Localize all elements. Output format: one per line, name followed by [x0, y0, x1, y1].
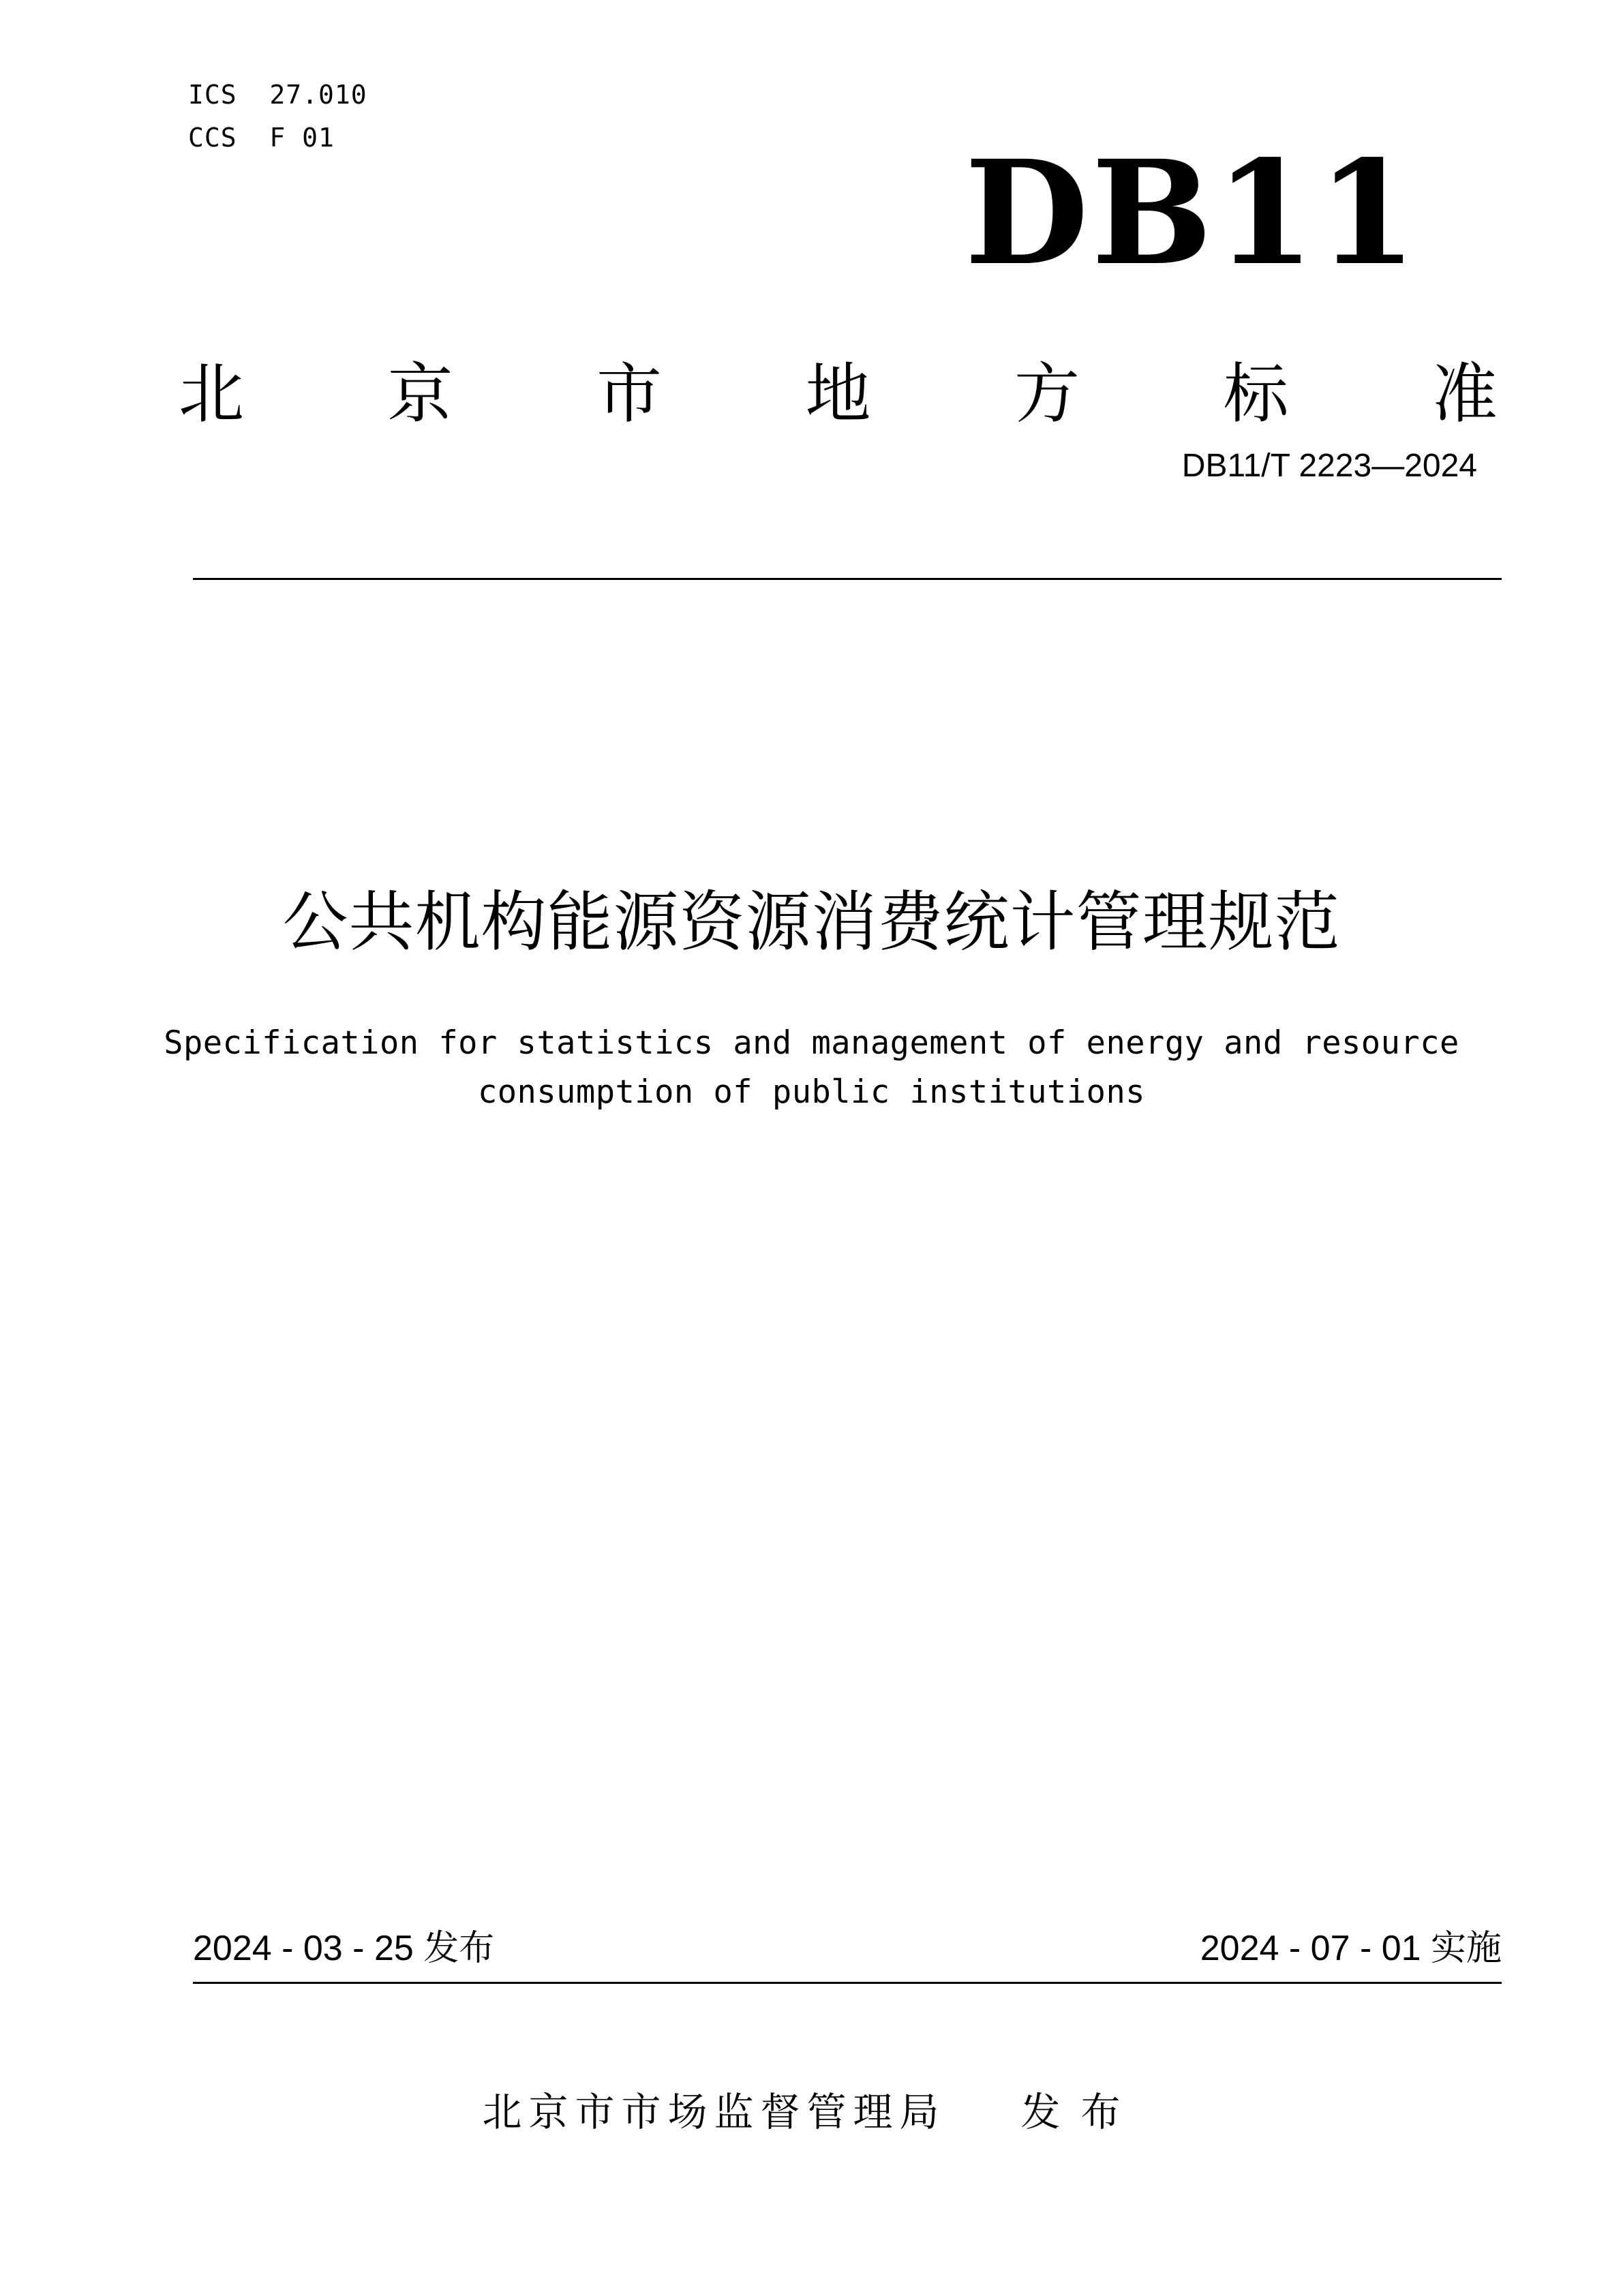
issuer-line	[0, 2089, 1623, 2135]
publish-date: 2024 - 03 - 25 发布	[193, 1929, 495, 1968]
ccs-code: CCS F 01	[188, 123, 335, 153]
standard-number: DB11/T 2223—2024	[1181, 448, 1477, 484]
standard-type-char: 地	[805, 356, 871, 432]
issuer-action: 发布	[1020, 2089, 1141, 2135]
top-divider	[193, 578, 1502, 580]
issuer-name: 北京市市场监督管理局	[482, 2089, 946, 2135]
standard-type-char: 北	[179, 356, 244, 432]
standard-type-char: 方	[1014, 356, 1080, 432]
ics-code: ICS 27.010	[188, 80, 367, 110]
title-en-line: Specification for statistics and management of energy and resource	[164, 1024, 1459, 1062]
db11-logo: DB11	[965, 129, 1420, 297]
standard-type-char: 准	[1432, 356, 1498, 432]
document-title-cn: 公共机构能源资源消费统计管理规范	[282, 884, 1341, 960]
effective-date: 2024 - 07 - 01 实施	[1200, 1929, 1502, 1968]
standard-type-char: 京	[387, 356, 453, 432]
document-title-en	[136, 1019, 1487, 1117]
title-en-line: consumption of public institutions	[477, 1073, 1146, 1111]
bottom-divider	[193, 1982, 1502, 1984]
standard-type-char: 市	[596, 356, 662, 432]
standard-type-char: 标	[1223, 356, 1289, 432]
standard-type-heading	[179, 356, 1498, 432]
